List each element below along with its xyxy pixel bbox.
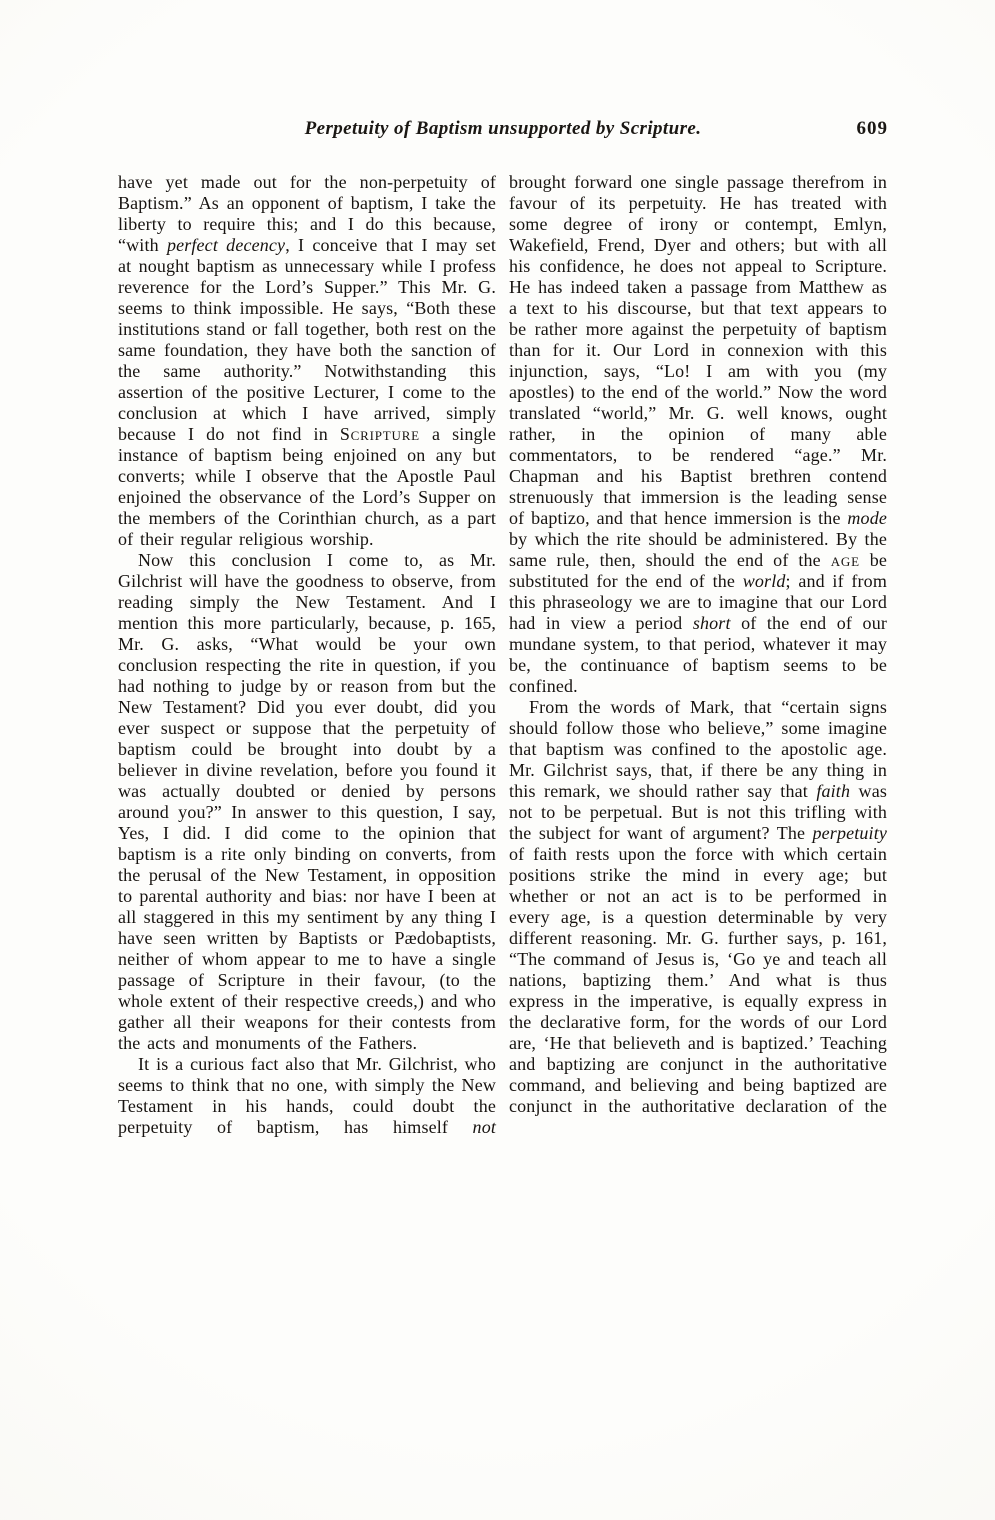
page-content <box>118 118 888 1138</box>
smallcaps-text: age <box>830 550 860 570</box>
body-text: brought forward one single passage therefrom in favour of its perpetuity. He has treated with some degree of irony or contempt, Emlyn, Wakefield, Frend, Dyer and others; but with all his confidence, he does not appeal to Scripture. He has indeed taken a passage from Matthew as a text to his discourse, but that text appears to be rather more against the perpetuity of baptism than for it. Our Lord in connexion with this injunction, says, “Lo! I am with you (my apostles) to the end of the world.” Now the word translated “world,” Mr. G. well knows, ought rather, in the opinion of many able commentators, to be rendered “age.” Mr. Chapman and his Baptist brethren contend strenuously that immersion is the leading sense of baptizo, and that hence immersion is the <box>509 172 887 528</box>
italic-text: not <box>472 1117 496 1137</box>
paragraph <box>509 697 887 1117</box>
right-column <box>509 172 887 1138</box>
smallcaps-text: Scripture <box>339 424 420 444</box>
body-text: by which the rite should be administered. By the same rule, then, should the end of the <box>509 529 887 570</box>
running-title: Perpetuity of Baptism unsupported by Scripture. <box>304 118 702 139</box>
text-columns <box>118 172 888 1138</box>
paragraph <box>509 172 887 697</box>
italic-text: perfect decency <box>166 235 286 255</box>
body-text: From the words of Mark, that “certain signs should follow those who believe,” some imagine that baptism was confined to the apostolic age. Mr. Gilchrist says, that, if there be any thing in this remark, we should rather say that <box>509 697 887 801</box>
body-text: be substituted for the end of the <box>509 550 887 591</box>
body-text: It is a curious fact also that Mr. Gilchrist, who seems to think that no one, with simply the New Testament in his hands, could doubt the perpetuity of baptism, has himself <box>118 1054 496 1137</box>
body-text: was not to be perpetual. But is not this trifling with the subject for want of argument? The <box>509 781 887 843</box>
italic-text: short <box>692 613 731 633</box>
body-text: of faith rests upon the force with which certain positions strike the mind in every age; but whether or not an act is to be performed in every age, is a question determinable by very different reasoning. Mr. G. further says, p. 161, “The command of Jesus is, ‘Go ye and teach all nations, baptizing them.’ And what is thus express in the imperative, is equally express in the declarative form, for the words of our Lord are, ‘He that believeth and is baptized.’ Teaching and baptizing are conjunct in the authoritative command, and believing and being baptized are conjunct in the authoritative declaration of the <box>509 844 887 1116</box>
body-text: of the end of our mundane system, to that period, whatever it may be, the continuance of baptism seems to be confined. <box>509 613 887 696</box>
left-column <box>118 172 496 1138</box>
body-text: Now this conclusion I come to, as Mr. Gilchrist will have the goodness to observe, from reading simply the New Testament. And I mention this more particularly, because, p. 165, Mr. G. asks, “What would be your own conclusion respecting the rite in question, if you had nothing to judge by or reason from but the New Testament? Did you ever doubt, did you ever suspect or suppose that the perpetuity of baptism could be brought into doubt by a believer in divine revelation, before you found it was actually doubted or denied by persons around you?” In answer to this question, I say, Yes, I did. I did come to the opinion that baptism is a rite only binding on converts, from the perusal of the New Testament, in opposition to parental authority and bias: nor have I been at all staggered in this my sentiment by any thing I have seen written by Baptists or Pædobaptists, neither of whom appear to me to have a single passage of Scripture in their favour, (to the whole extent of their respective creeds,) and who gather all their weapons for their contests from the acts and monuments of the Fathers. <box>118 550 496 1053</box>
page-number: 609 <box>856 118 888 139</box>
paragraph <box>118 550 496 1054</box>
italic-text: world <box>742 571 786 591</box>
paragraph <box>118 1054 496 1138</box>
body-text: have yet made out for the non-perpetuity of Baptism.” As an opponent of baptism, I take the liberty to require this; and I do this because, “with <box>118 172 496 255</box>
body-text: , I conceive that I may set at nought baptism as unnecessary while I profess reverence for the Lord’s Supper.” This Mr. G. seems to think impossible. He says, “Both these institutions stand or fall together, both rest on the same foundation, they have both the sanction of the same authority.” Notwithstanding this assertion of the positive Lecturer, I come to the conclusion at which I have arrived, simply because I do not find in <box>118 235 497 444</box>
body-text: ; and if from this phraseology we are to imagine that our Lord had in view a period <box>509 571 887 633</box>
body-text: a single instance of baptism being enjoined on any but converts; while I observe that the Apostle Paul enjoined the observance of the Lord’s Supper on the members of the Corinthian church, as a part of their regular religious worship. <box>118 424 496 549</box>
paragraph <box>118 172 496 550</box>
italic-text: faith <box>816 781 851 801</box>
page-header <box>118 118 888 148</box>
italic-text: perpetuity <box>812 823 887 843</box>
italic-text: mode <box>847 508 887 528</box>
